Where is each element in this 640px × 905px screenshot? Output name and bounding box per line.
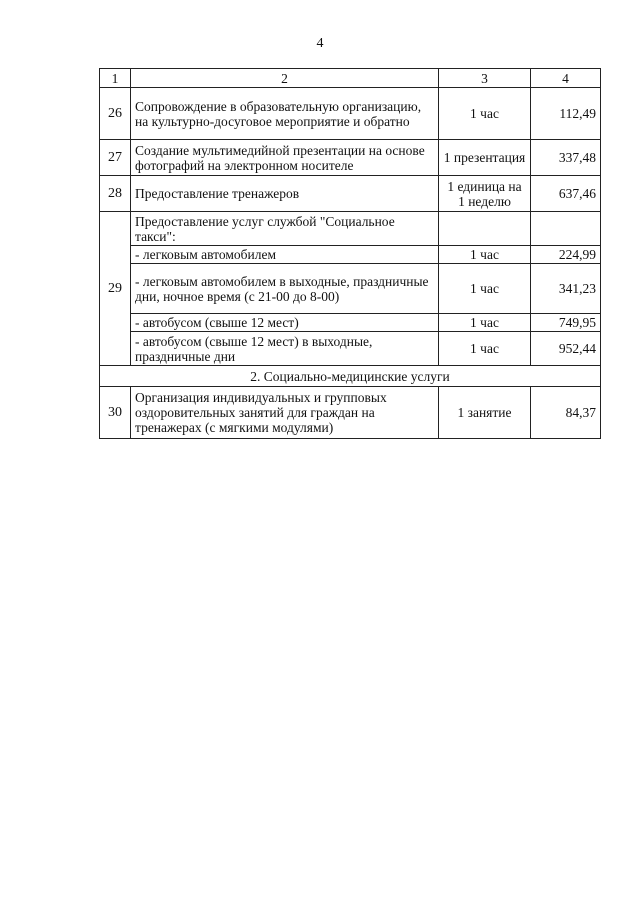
service-price: 337,48 <box>531 140 601 176</box>
service-name: - легковым автомобилем в выходные, праздничные дни, ночное время (с 21-00 до 8-00) <box>131 264 439 314</box>
table-row <box>100 246 601 264</box>
service-unit: 1 презентация <box>439 140 531 176</box>
row-number: 28 <box>100 176 131 212</box>
service-unit: 1 час <box>439 314 531 332</box>
header-cell: 2 <box>131 69 439 88</box>
row-number: 30 <box>100 387 131 439</box>
table-header-row <box>100 69 601 88</box>
row-number: 29 <box>100 212 131 366</box>
service-unit: 1 час <box>439 264 531 314</box>
service-name: - автобусом (свыше 12 мест) в выходные, праздничные дни <box>131 332 439 366</box>
service-group-title: Предоставление услуг службой "Социальное такси": <box>131 212 439 246</box>
service-name: Сопровождение в образовательную организацию, на культурно-досуговое мероприятие и обратно <box>131 88 439 140</box>
header-cell: 3 <box>439 69 531 88</box>
row-number: 26 <box>100 88 131 140</box>
table-row <box>100 387 601 439</box>
header-cell: 4 <box>531 69 601 88</box>
service-name: Предоставление тренажеров <box>131 176 439 212</box>
service-price: 224,99 <box>531 246 601 264</box>
table-row <box>100 332 601 366</box>
service-name: - автобусом (свыше 12 мест) <box>131 314 439 332</box>
service-price: 112,49 <box>531 88 601 140</box>
service-name: Создание мультимедийной презентации на основе фотографий на электронном носителе <box>131 140 439 176</box>
service-price: 84,37 <box>531 387 601 439</box>
section-header-row <box>100 366 601 387</box>
service-price: 637,46 <box>531 176 601 212</box>
table-row <box>100 212 601 246</box>
table-row <box>100 264 601 314</box>
table-row <box>100 88 601 140</box>
empty-cell <box>531 212 601 246</box>
empty-cell <box>439 212 531 246</box>
service-name: - легковым автомобилем <box>131 246 439 264</box>
service-price: 749,95 <box>531 314 601 332</box>
service-name: Организация индивидуальных и групповых оздоровительных занятий для граждан на тренажерах (с мягкими модулями) <box>131 387 439 439</box>
page-number: 4 <box>316 36 324 51</box>
table-row <box>100 176 601 212</box>
service-unit: 1 единица на 1 неделю <box>439 176 531 212</box>
table-row <box>100 140 601 176</box>
service-unit: 1 занятие <box>439 387 531 439</box>
section-title: 2. Социально-медицинские услуги <box>100 366 601 387</box>
row-number: 27 <box>100 140 131 176</box>
header-cell: 1 <box>100 69 131 88</box>
service-unit: 1 час <box>439 332 531 366</box>
service-unit: 1 час <box>439 246 531 264</box>
services-price-table <box>99 68 601 439</box>
service-price: 341,23 <box>531 264 601 314</box>
service-unit: 1 час <box>439 88 531 140</box>
service-price: 952,44 <box>531 332 601 366</box>
table-row <box>100 314 601 332</box>
